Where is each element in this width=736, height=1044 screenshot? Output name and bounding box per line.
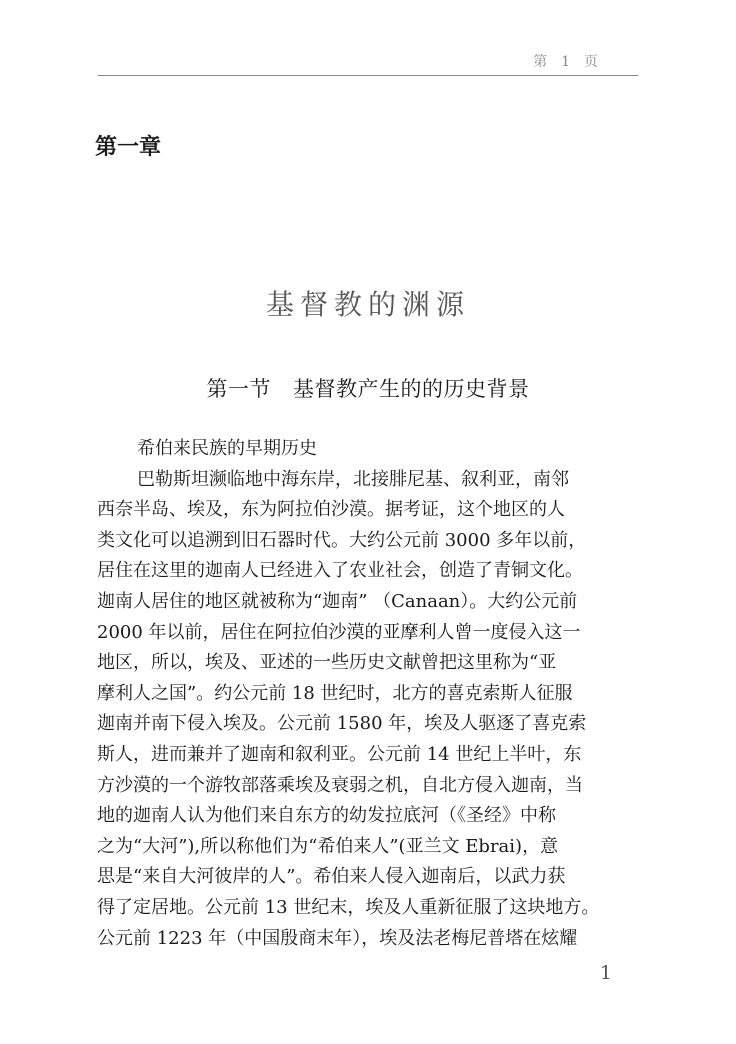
chapter-label: 第一章 xyxy=(95,135,162,160)
paragraph-line: 迦南人居住的地区就被称为“迦南” （Canaan）。大约公元前 xyxy=(97,590,578,612)
header-rule xyxy=(98,75,638,76)
paragraph-line: 2000 年以前，居住在阿拉伯沙漠的亚摩利人曾一度侵入这一 xyxy=(97,621,581,643)
header-page-number: 1 xyxy=(561,54,572,70)
running-header xyxy=(527,51,606,71)
paragraph-line: 摩利人之国”。约公元前 18 世纪时，北方的喜克索斯人征服 xyxy=(97,682,573,704)
page-number: 1 xyxy=(599,962,612,984)
paragraph-line: 公元前 1223 年（中国殷商末年），埃及法老梅尼普塔在炫耀 xyxy=(97,927,578,949)
chapter-title: 基督教的渊源 xyxy=(265,288,470,321)
header-suffix: 页 xyxy=(584,54,600,70)
paragraph-line: 居住在这里的迦南人已经进入了农业社会，创造了青铜文化。 xyxy=(97,560,583,582)
paragraph-line: 西奈半岛、埃及，东为阿拉伯沙漠。据考证，这个地区的人 xyxy=(97,499,565,521)
subheading: 希伯来民族的早期历史 xyxy=(137,438,317,459)
paragraph-line: 地区，所以，埃及、亚述的一些历史文献曾把这里称为“亚 xyxy=(97,652,557,674)
body-text xyxy=(97,434,637,954)
paragraph-line: 之为“大河”),所以称他们为“希伯来人”(亚兰文 Ebrai)，意 xyxy=(97,835,559,857)
section-title-text: 基督教产生的的历史背景 xyxy=(293,377,530,401)
paragraph-line: 斯人，进而兼并了迦南和叙利亚。公元前 14 世纪上半叶，东 xyxy=(97,743,582,765)
section-number: 第一节 xyxy=(206,377,271,401)
paragraph-line: 地的迦南人认为他们来自东方的幼发拉底河（《圣经》中称 xyxy=(97,805,556,827)
paragraph-line: 思是“来自大河彼岸的人”。希伯来人侵入迦南后，以武力获 xyxy=(97,866,566,888)
paragraph-line: 迦南并南下侵入埃及。公元前 1580 年，埃及人驱逐了喜克索 xyxy=(97,713,587,735)
paragraph-line: 方沙漠的一个游牧部落乘埃及衰弱之机，自北方侵入迦南，当 xyxy=(97,774,583,796)
header-prefix: 第 xyxy=(533,54,550,70)
paragraph-line: 得了定居地。公元前 13 世纪末，埃及人重新征服了这块地方。 xyxy=(97,896,600,918)
paragraph-line: 类文化可以追溯到旧石器时代。大约公元前 3000 多年以前， xyxy=(97,529,587,551)
paragraph-line: 巴勒斯坦濒临地中海东岸，北接腓尼基、叙利亚，南邻 xyxy=(137,468,569,490)
section-title xyxy=(0,373,736,403)
